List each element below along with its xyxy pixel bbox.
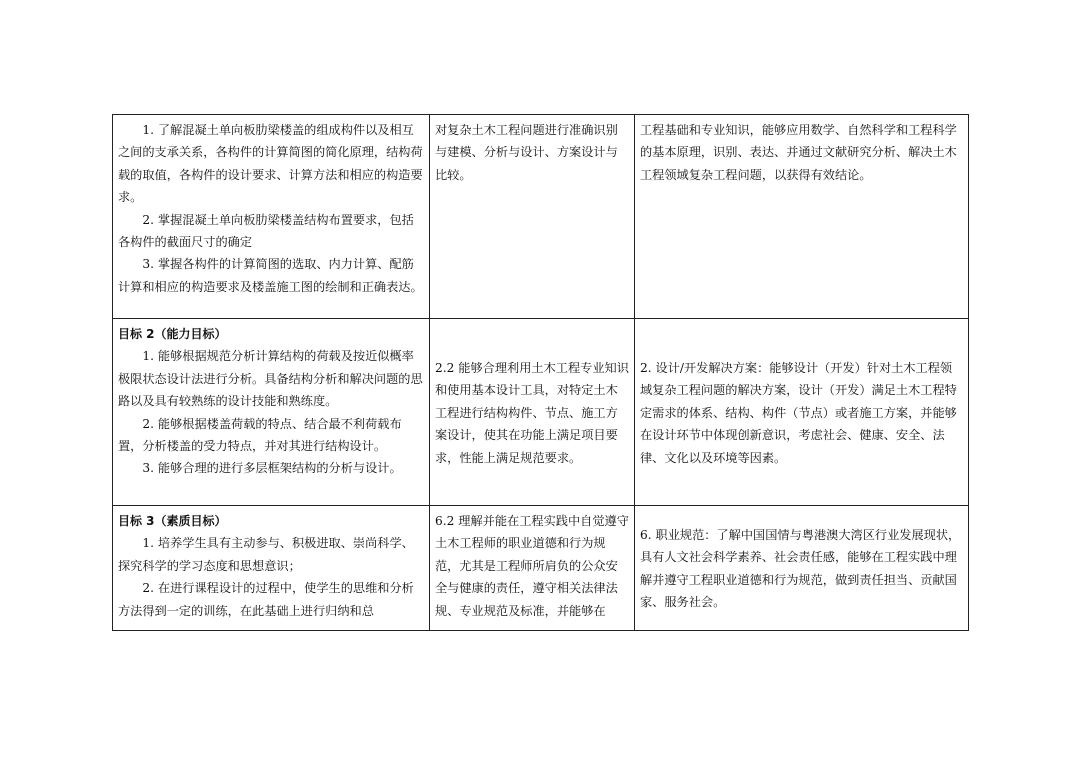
requirement-cell: 6. 职业规范：了解中国国情与粤港澳大湾区行业发展现状，具有人文社会科学素养、社会责任感，能够在工程实践中理解并遵守工程职业道德和行为规范，做到责任担当、贡献国家、服务社会。 xyxy=(635,506,969,631)
objective-cell xyxy=(113,115,430,319)
table-row xyxy=(113,115,969,319)
table-row xyxy=(113,319,969,506)
objective-paragraph: 1. 培养学生具有主动参与、积极进取、崇尚科学、探究科学的学习态度和思想意识； xyxy=(118,536,414,573)
indicator-cell: 对复杂土木工程问题进行准确识别与建模、分析与设计、方案设计与比较。 xyxy=(430,115,635,319)
indicator-cell: 6.2 理解并能在工程实践中自觉遵守土木工程师的职业道德和行为规范，尤其是工程师所肩负的公众安全与健康的责任，遵守相关法律法规、专业规范及标准，并能够在 xyxy=(430,506,635,631)
objective-paragraph: 3. 能够合理的进行多层框架结构的分析与设计。 xyxy=(142,461,402,476)
indicator-cell: 2.2 能够合理利用土木工程专业知识和使用基本设计工具，对特定土木工程进行结构构件、节点、施工方案设计，使其在功能上满足项目要求，性能上满足规范要求。 xyxy=(430,319,635,506)
objective-cell xyxy=(113,319,430,506)
objective-heading: 目标 2（能力目标） xyxy=(118,327,227,341)
requirement-cell: 工程基础和专业知识，能够应用数学、自然科学和工程科学的基本原理，识别、表达、并通过文献研究分析、解决土木工程领域复杂工程问题，以获得有效结论。 xyxy=(635,115,969,319)
objective-paragraph: 2. 能够根据楼盖荷载的特点、结合最不利荷载布置，分析楼盖的受力特点，并对其进行结构设计。 xyxy=(118,416,402,454)
objective-paragraph: 3. 掌握各构件的计算简图的选取、内力计算、配筋计算和相应的构造要求及楼盖施工图的绘制和正确表达。 xyxy=(118,257,423,294)
objective-cell xyxy=(113,506,430,631)
curriculum-objectives-table xyxy=(112,114,969,631)
objective-heading: 目标 3（素质目标） xyxy=(118,514,227,528)
objective-paragraph: 2. 在进行课程设计的过程中，使学生的思维和分析方法得到一定的训练，在此基础上进行归纳和总 xyxy=(118,581,414,618)
requirement-cell: 2. 设计/开发解决方案：能够设计（开发）针对土木工程领域复杂工程问题的解决方案，设计（开发）满足土木工程特定需求的体系、结构、构件（节点）或者施工方案，并能够在设计环节中体现创新意识，考虑社会、健康、安全、法律、文化以及环境等因素。 xyxy=(635,319,969,506)
objective-paragraph: 1. 了解混凝土单向板肋梁楼盖的组成构件以及相互之间的支承关系，各构件的计算简图的简化原理，结构荷载的取值，各构件的设计要求、计算方法和相应的构造要求。 xyxy=(118,123,423,205)
objective-paragraph: 2. 掌握混凝土单向板肋梁楼盖结构布置要求，包括各构件的截面尺寸的确定 xyxy=(118,212,414,250)
objective-paragraph: 1. 能够根据规范分析计算结构的荷载及按近似概率极限状态设计法进行分析。具备结构分析和解决问题的思路以及具有较熟练的设计技能和熟练度。 xyxy=(118,349,423,409)
table-row xyxy=(113,506,969,631)
